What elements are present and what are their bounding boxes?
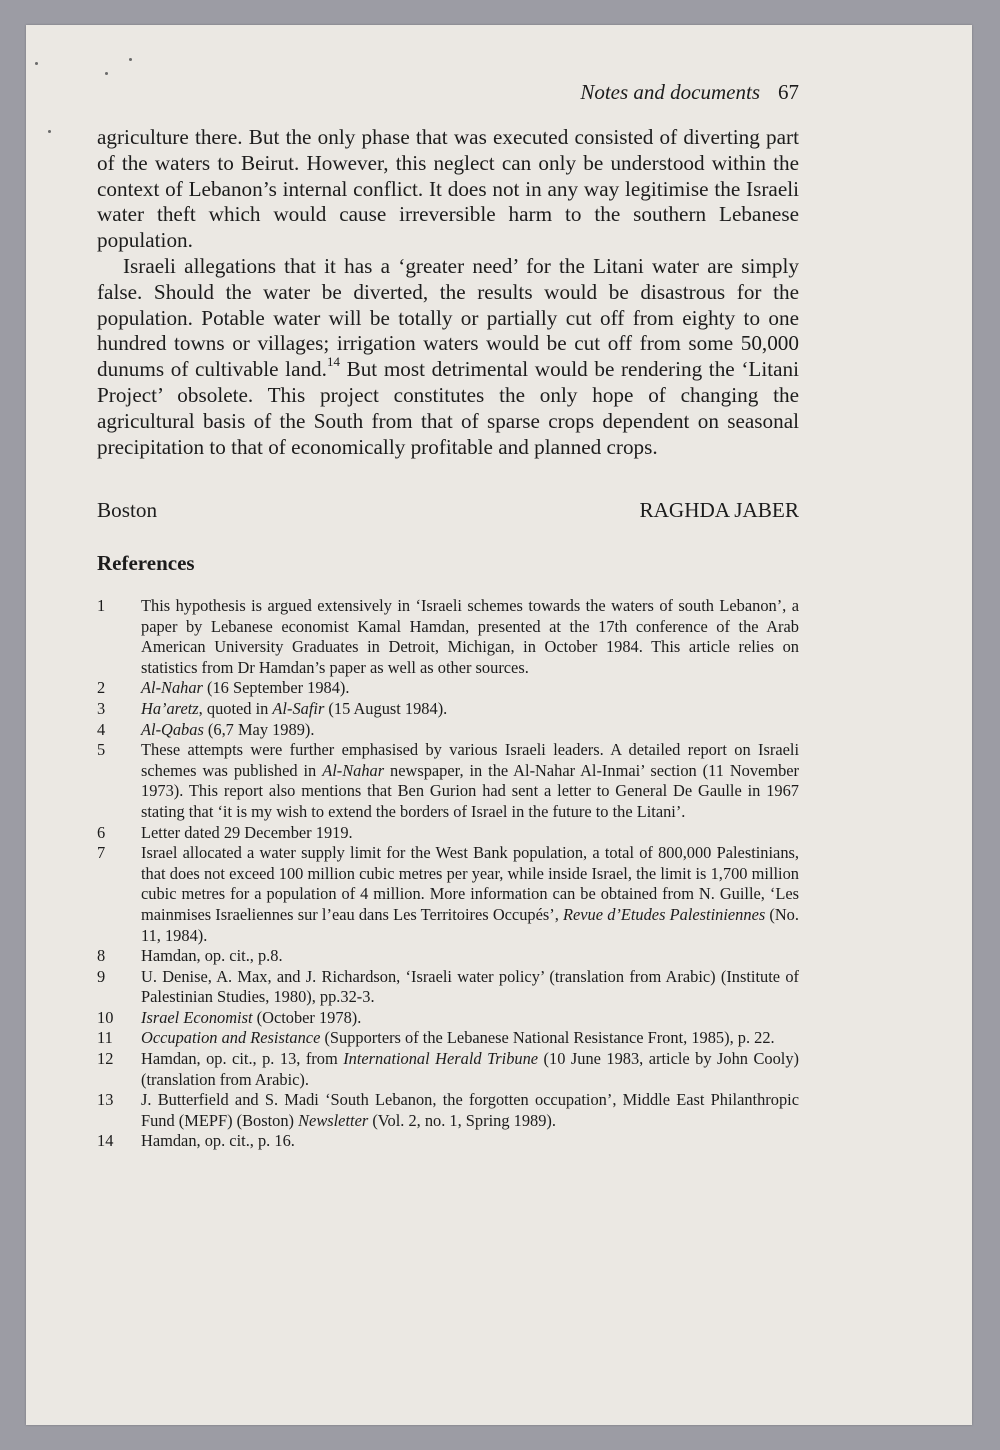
reference-item [97,967,799,1008]
reference-item [97,1028,799,1049]
paper-speck [129,58,132,61]
reference-text: Hamdan, op. cit., p.8. [141,946,283,966]
reference-number: 10 [97,1007,114,1027]
reference-item [97,1090,799,1131]
reference-text: Ha’aretz, quoted in Al-Safir (15 August 1984). [141,698,448,718]
paragraph [97,254,799,460]
reference-item [97,843,799,946]
reference-number: 2 [97,678,106,698]
article-body [97,125,799,460]
reference-item [97,946,799,967]
reference-text: Israel allocated a water supply limit for the West Bank population, a total of 800,000 Palestinians, that does not exceed 100 million cubic metres per year, while inside Israel, the limit is 1,700 million cubic metres for a population of 4 million. More information can be obtained from N. Guille, ‘Les mainmises Israeliennes sur l’eau dans Les Territoires Occupés’, Revue d’Etudes Palestiniennes (No. 11, 1984). [141,843,799,945]
reference-item [97,1008,799,1029]
reference-item [97,740,799,822]
reference-number: 3 [97,698,106,718]
reference-number: 1 [97,596,106,615]
reference-item [97,678,799,699]
reference-number: 11 [97,1028,113,1048]
reference-text: This hypothesis is argued extensively in ‘Israeli schemes towards the waters of south Lebanon’, a paper by Lebanese economist Kamal Hamdan, presented at the 17th conference of the Arab American University Graduates in Detroit, Michigan, in October 1984. This article relies on statistics from Dr Hamdan’s paper as well as other sources. [141,596,799,677]
reference-number: 6 [97,822,106,842]
page-number: 67 [778,80,799,104]
reference-number: 13 [97,1090,114,1110]
reference-number: 5 [97,740,106,760]
reference-text: Occupation and Resistance (Supporters of the Lebanese National Resistance Front, 1985), p. 22. [141,1028,775,1048]
paper-speck [105,72,108,75]
reference-text: Hamdan, op. cit., p. 16. [141,1131,295,1151]
reference-number: 8 [97,946,106,966]
reference-text: Al-Qabas (6,7 May 1989). [141,719,315,739]
reference-number: 7 [97,843,106,863]
signoff-author: RAGHDA JABER [639,498,799,522]
paper-speck [48,130,51,133]
reference-text: Letter dated 29 December 1919. [141,822,353,842]
reference-item [97,823,799,844]
reference-text: J. Butterfield and S. Madi ‘South Lebanon, the forgotten occupation’, Middle East Philanthropic Fund (MEPF) (Boston) Newsletter (Vol. 2, no. 1, Spring 1989). [141,1090,799,1130]
reference-item [97,596,799,678]
reference-text: Israel Economist (October 1978). [141,1007,362,1027]
reference-text: These attempts were further emphasised by various Israeli leaders. A detailed report on Israeli schemes was published in Al-Nahar newspaper, in the Al-Nahar Al-Inmai’ section (11 November 1973). This report also mentions that Ben Gurion had sent a letter to General De Gaulle in 1967 stating that ‘it is my wish to extend the borders of Israel in the future to the Litani’. [141,740,799,821]
signoff-place: Boston [97,498,158,522]
reference-item [97,720,799,741]
reference-text: Al-Nahar (16 September 1984). [141,678,350,698]
references-list [97,596,799,1152]
running-header [97,80,799,104]
paragraph-text: But most detrimental would be rendering the ‘Litani Project’ obsolete. This project constitutes the only hope of changing the agricultural basis of the South from that of sparse crops dependent on seasonal precipitation to that of economically profitable and planned crops. [97,357,799,459]
reference-item [97,699,799,720]
reference-number: 12 [97,1049,114,1069]
references-heading: References [97,551,195,575]
reference-text: U. Denise, A. Max, and J. Richardson, ‘Israeli water policy’ (translation from Arabic) (Institute of Palestinian Studies, 1980), pp.32-3. [141,966,799,1007]
paragraph: agriculture there. But the only phase that was executed consisted of diverting part of the waters to Beirut. However, this neglect can only be understood within the context of Lebanon’s internal conflict. It does not in any way legitimise the Israeli water theft which would cause irreversible harm to the southern Lebanese population. [97,125,799,253]
reference-item [97,1131,799,1152]
reference-number: 9 [97,966,106,986]
footnote-marker: 14 [326,354,340,370]
signoff [97,497,799,523]
reference-item [97,1049,799,1090]
reference-number: 14 [97,1131,114,1151]
paper-speck [35,62,38,65]
header-title: Notes and documents [580,80,760,104]
paragraph-text: Israeli allegations that it has a ‘greater need’ for the Litani water are simply false. Should the water be diverted, the results would be disastrous for the population. Potable water will be totally or partially cut off from eighty to one hundred towns or villages; irrigation waters would be cut off from some 50,000 dunums of cultivable land. [97,253,799,382]
reference-number: 4 [97,719,106,739]
reference-text: Hamdan, op. cit., p. 13, from International Herald Tribune (10 June 1983, article by John Cooly) (translation from Arabic). [141,1049,799,1089]
